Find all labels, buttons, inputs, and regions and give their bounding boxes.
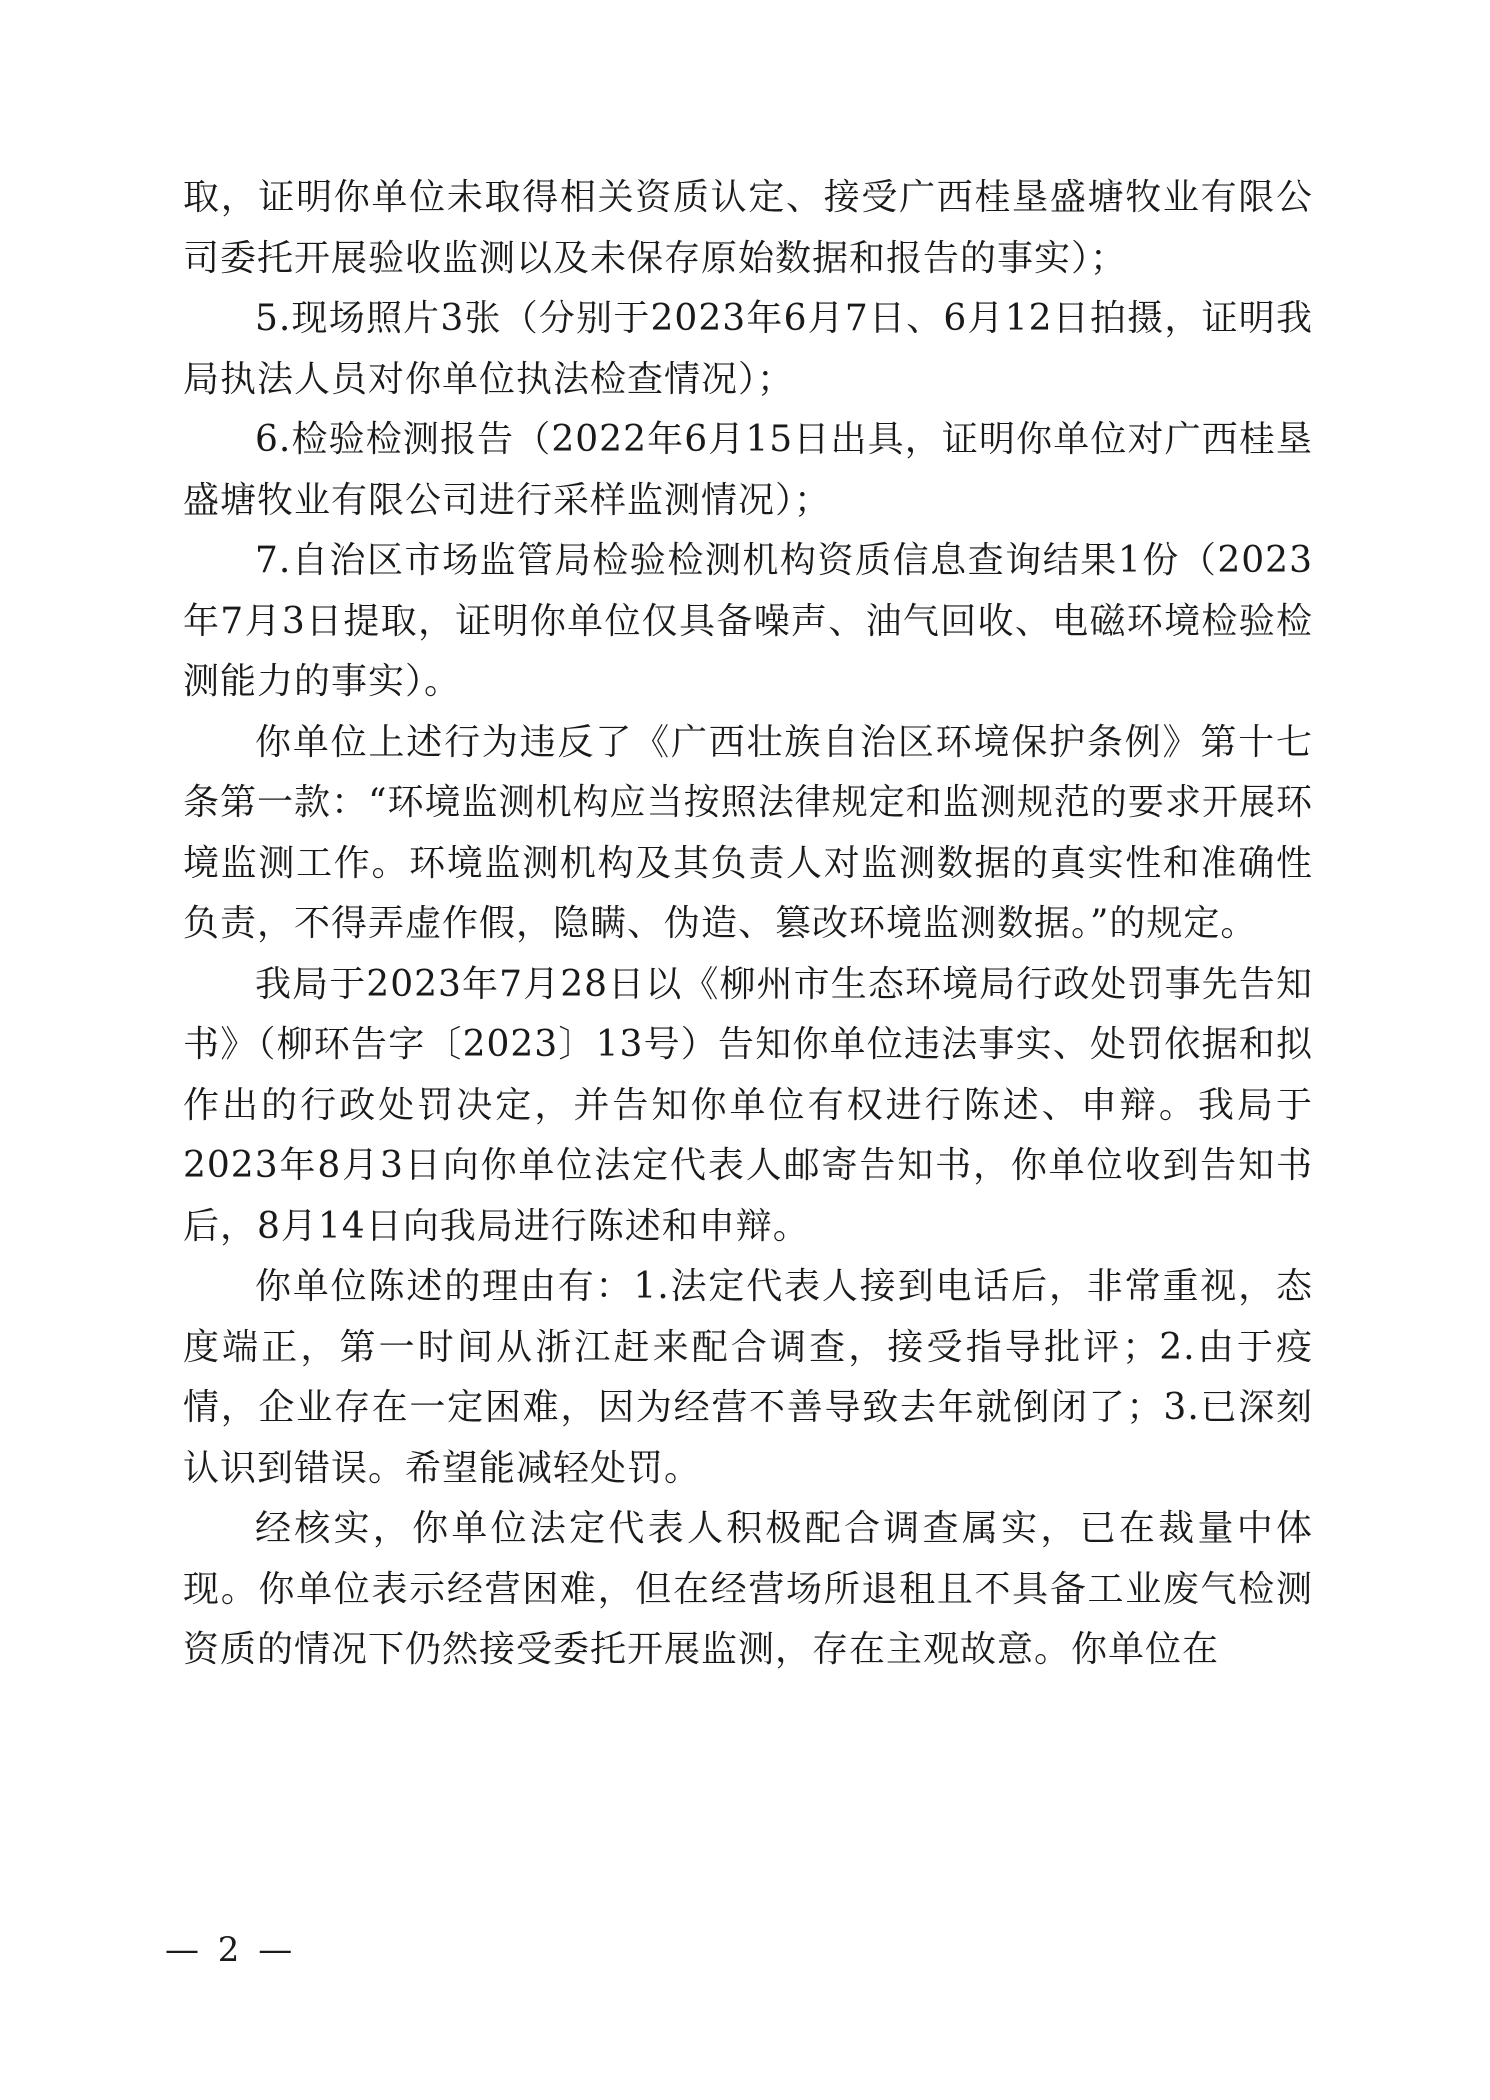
paragraph-violation: 你单位上述行为违反了《广西壮族自治区环境保护条例》第十七条第一款：“环境监测机构应当按照法律规定和监测规范的要求开展环境监测工作。环境监测机构及其负责人对监测数据的真实性和准确性负责，不得弄虚作假，隐瞒、伪造、篡改环境监测数据。”的规定。 [183,721,1313,944]
paragraph-evidence-4-continued: 取，证明你单位未取得相关资质认定、接受广西桂垦盛塘牧业有限公司委托开展验收监测以及未保存原始数据和报告的事实）； [183,177,1313,279]
paragraph-prior-notice: 我局于2023年7月28日以《柳州市生态环境局行政处罚事先告知书》（柳环告字〔2023〕13号）告知你单位违法事实、处罚依据和拟作出的行政处罚决定，并告知你单位有权进行陈述、申辩。我局于2023年8月3日向你单位法定代表人邮寄告知书，你单位收到告知书后，8月14日向我局进行陈述和申辩。 [183,963,1313,1247]
paragraph-evidence-7: 7.自治区市场监管局检验检测机构资质信息查询结果1份（2023年7月3日提取，证明你单位仅具备噪声、油气回收、电磁环境检验检测能力的事实）。 [183,540,1313,702]
document-body [183,168,1313,1681]
paragraph-evidence-6: 6.检验检测报告（2022年6月15日出具，证明你单位对广西桂垦盛塘牧业有限公司进行采样监测情况）； [183,419,1313,521]
paragraph-verification: 经核实，你单位法定代表人积极配合调查属实，已在裁量中体现。你单位表示经营困难，但在经营场所退租且不具备工业废气检测资质的情况下仍然接受委托开展监测，存在主观故意。你单位在 [183,1508,1313,1670]
paragraph-statement-reasons: 你单位陈述的理由有：1.法定代表人接到电话后，非常重视，态度端正，第一时间从浙江赶来配合调查，接受指导批评；2.由于疫情，企业存在一定困难，因为经营不善导致去年就倒闭了；3.已深刻认识到错误。希望能减轻处罚。 [183,1266,1313,1489]
page-number: — 2 — [165,1930,297,1970]
paragraph-evidence-5: 5.现场照片3张（分别于2023年6月7日、6月12日拍摄，证明我局执法人员对你单位执法检查情况）； [183,298,1313,400]
